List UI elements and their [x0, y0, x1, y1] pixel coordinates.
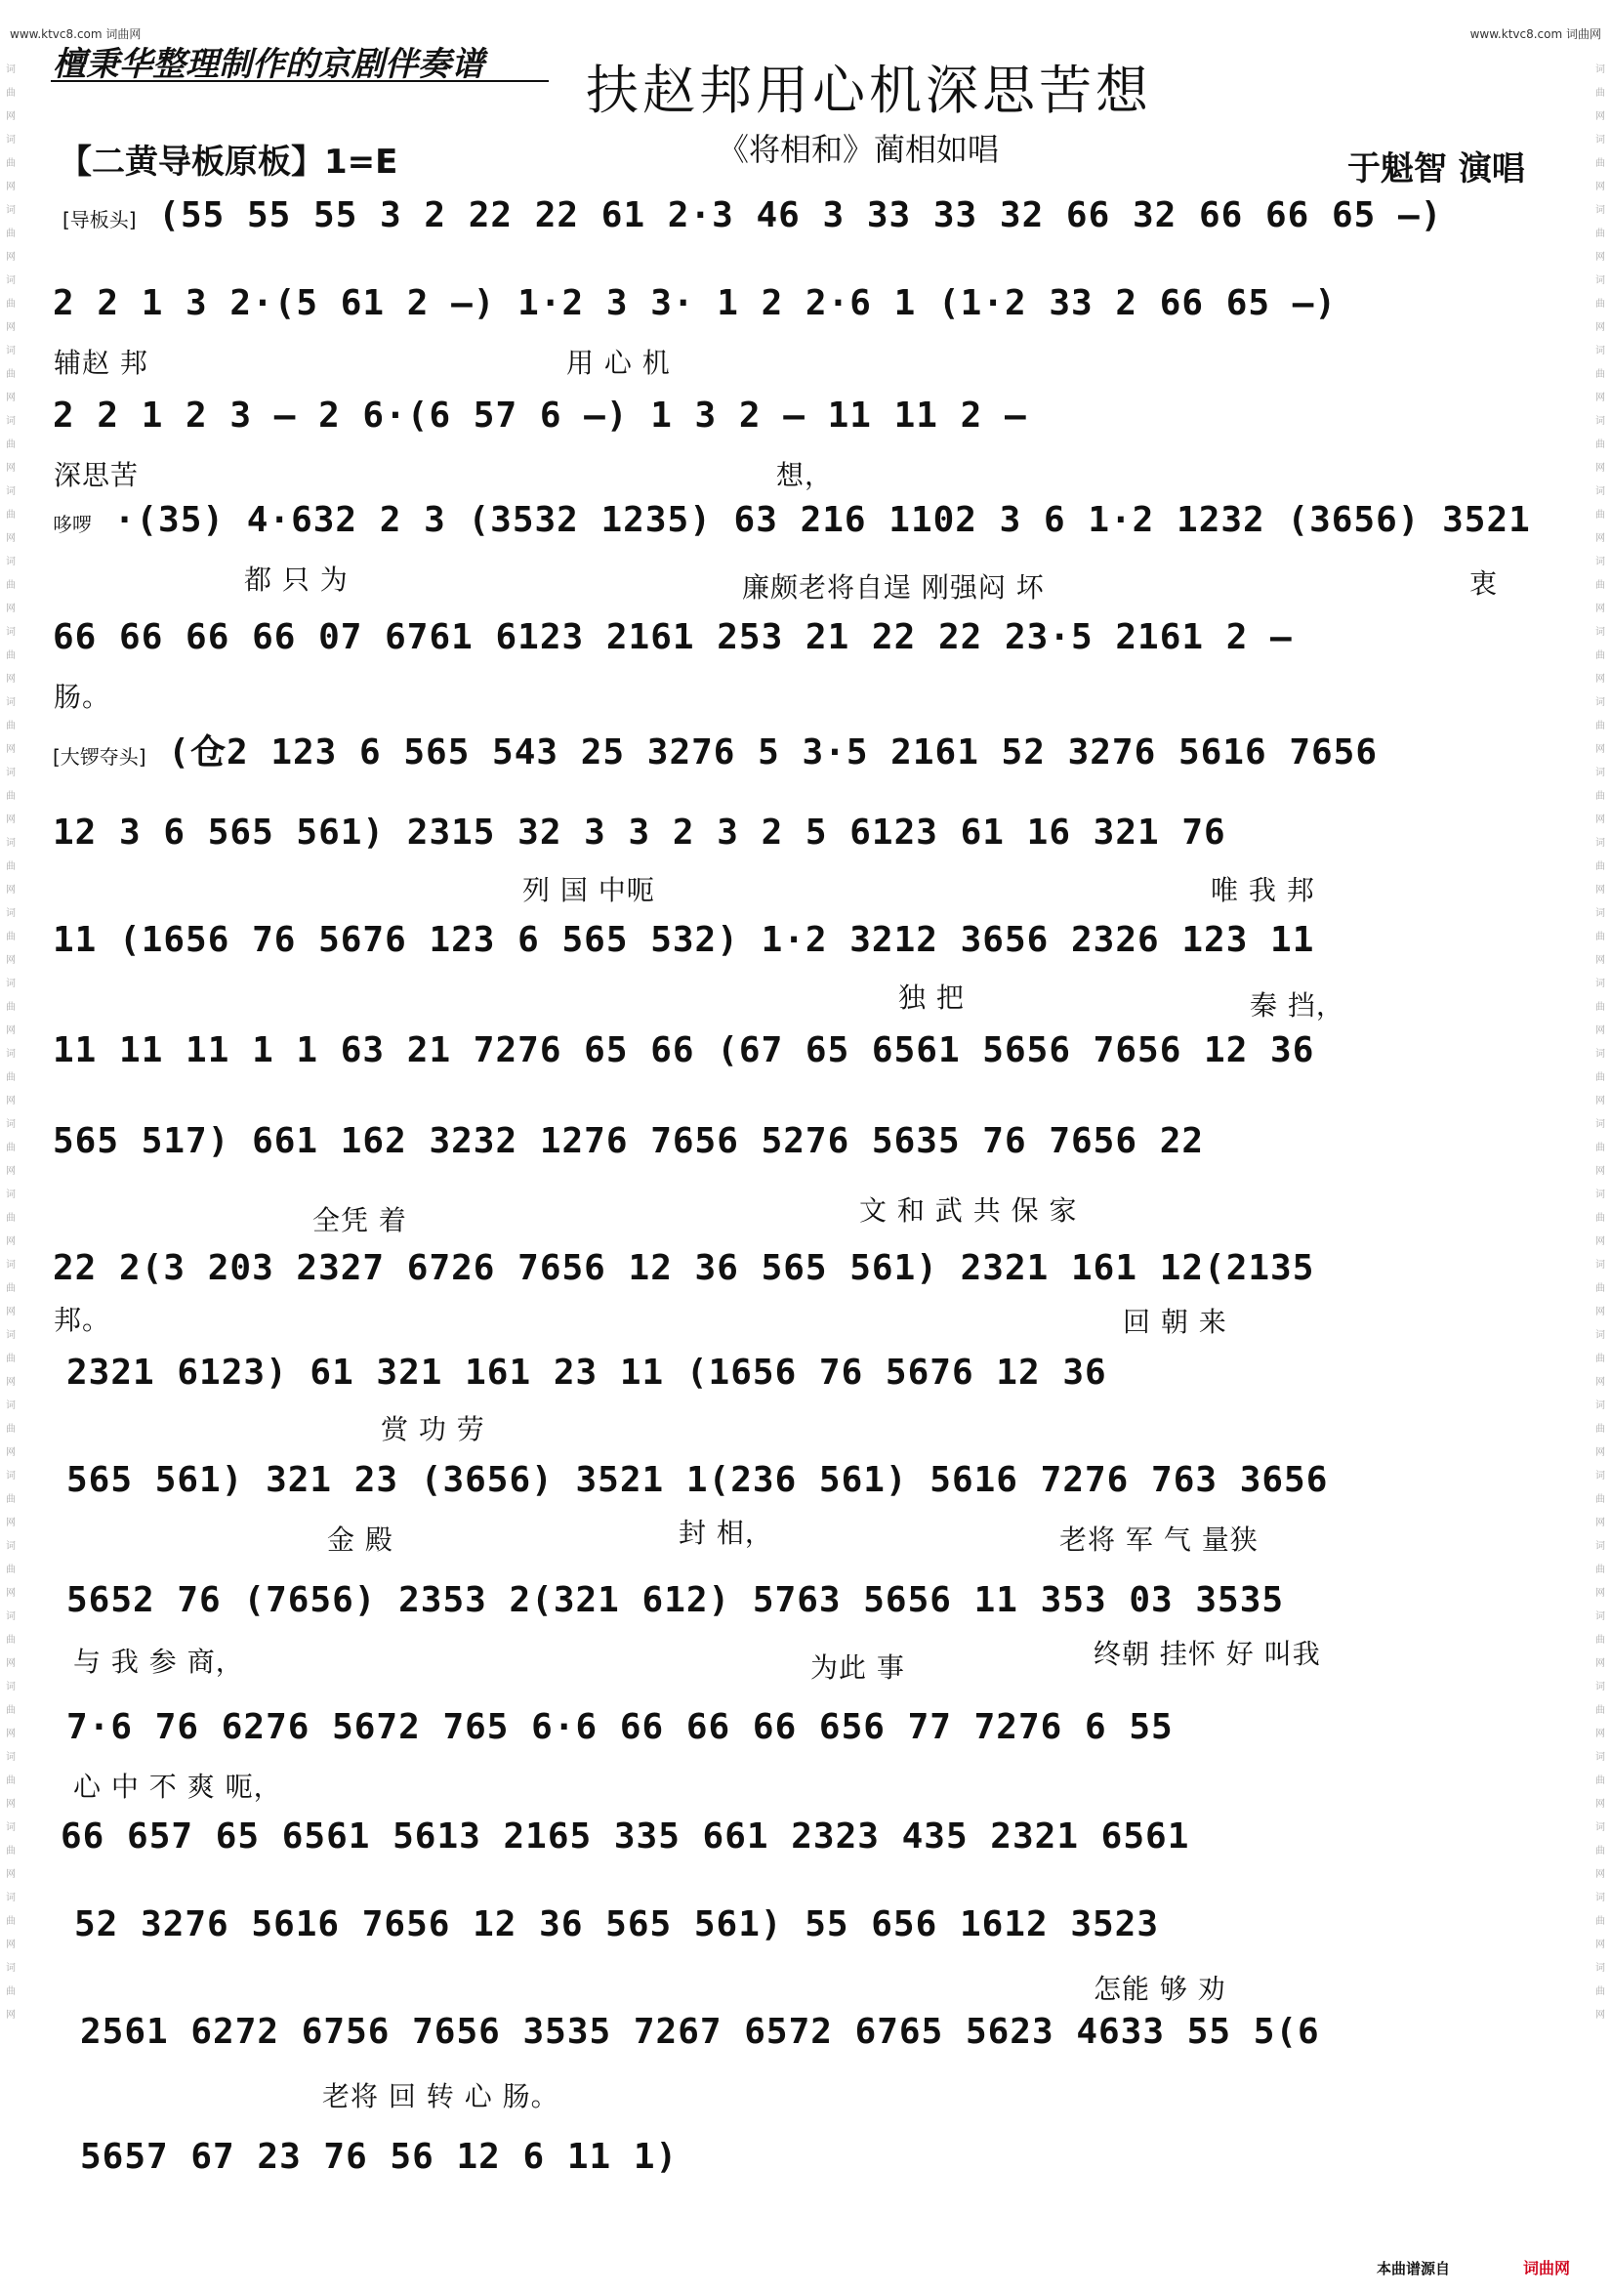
lyric: 邦。: [54, 1304, 111, 1336]
lyric: 回 朝 来: [1123, 1306, 1227, 1338]
notation: 565 561) 321 23 (3656) 3521 1(236 561) 5616 7276 763 3656: [66, 1460, 1329, 1500]
lyric: 秦 挡，: [1250, 989, 1344, 1022]
staff-line-10: [53, 1121, 1204, 1161]
lyric: 与 我 参 商，: [73, 1646, 244, 1678]
arranger-credit: 檀秉华整理制作的京剧伴奏谱: [53, 45, 484, 84]
staff-line-2: [53, 283, 1337, 323]
mode-key-label: 【二黄导板原板】1=E: [59, 143, 398, 182]
lyric: 廉颇老将自逞 刚强闷 坏: [742, 571, 1045, 604]
lyric: 衷: [1469, 567, 1499, 600]
lyric: 辅赵 邦: [54, 347, 148, 379]
staff-line-3: [53, 396, 1027, 436]
song-title: 扶赵邦用心机深思苦想: [586, 60, 1152, 121]
lyric: 全凭 着: [312, 1204, 407, 1236]
lyric: 老将 回 转 心 肠。: [322, 2080, 559, 2112]
notation: 2 2 1 3 2·(5 61 2 –) 1·2 3 3· 1 2 2·6 1 (1·2 33 2 66 65 –): [53, 283, 1338, 323]
staff-line-4: [53, 500, 1531, 540]
lyric: 赏 功 劳: [381, 1413, 485, 1445]
staff-line-11: [53, 1248, 1314, 1288]
lyric: 唯 我 邦: [1211, 874, 1315, 906]
staff-line-5: [53, 617, 1293, 657]
section-tag: 哆啰: [53, 513, 92, 536]
lyric: 都 只 为: [244, 564, 349, 596]
notation: 5652 76 (7656) 2353 2(321 612) 5763 5656 11 353 03 3535: [66, 1580, 1285, 1620]
lyric: 封 相，: [679, 1517, 773, 1549]
staff-line-9: [53, 1030, 1314, 1070]
notation: 66 66 66 66 07 6761 6123 2161 253 21 22 22 23·5 2161 2 –: [53, 617, 1293, 657]
notation: (仓2 123 6 565 543 25 3276 5 3·5 2161 52 3276 5616 7656: [168, 732, 1379, 772]
notation: 2 2 1 2 3 – 2 6·(6 57 6 –) 1 3 2 – 11 11 2 –: [53, 396, 1027, 436]
lyric: 终朝 挂怀 好 叫我: [1094, 1638, 1321, 1670]
staff-line-15: [66, 1707, 1174, 1747]
staff-line-16: [61, 1816, 1189, 1857]
notation: 565 517) 661 162 3232 1276 7656 5276 5635 76 7656 22: [53, 1121, 1205, 1161]
staff-line-18: [80, 2012, 1320, 2052]
right-watermark: 词曲网词曲网词曲网词曲网词曲网词曲网词曲网词曲网词曲网词曲网词曲网词曲网词曲网词曲网词曲网词曲网词曲网词曲网词曲网词曲网词曲网词曲网词曲网词曲网词曲网词曲网词曲网词曲网: [1595, 64, 1605, 2021]
source-label: 本曲谱源自: [1377, 2260, 1451, 2277]
lyric: 为此 事: [810, 1651, 905, 1684]
lyric: 用 心 机: [566, 347, 671, 379]
lyric: 想，: [776, 459, 834, 491]
section-tag: [导板头]: [62, 208, 137, 231]
lyric: 心 中 不 爽 呃，: [73, 1771, 282, 1803]
staff-line-19: [80, 2137, 678, 2177]
staff-line-14: [66, 1580, 1284, 1620]
staff-line-8: [53, 920, 1314, 960]
site-logo-link[interactable]: 词曲网: [1523, 2259, 1571, 2277]
lyric: 文 和 武 共 保 家: [859, 1194, 1078, 1227]
lyric: 怎能 够 劝: [1094, 1973, 1226, 2005]
lyric: 肠。: [54, 681, 111, 713]
notation: 52 3276 5616 7656 12 36 565 561) 55 656 1612 3523: [74, 1904, 1160, 1944]
notation: 22 2(3 203 2327 6726 7656 12 36 565 561) 2321 161 12(2135: [53, 1248, 1315, 1288]
staff-line-6: [53, 725, 1378, 774]
left-watermark: 词曲网词曲网词曲网词曲网词曲网词曲网词曲网词曲网词曲网词曲网词曲网词曲网词曲网词曲网词曲网词曲网词曲网词曲网词曲网词曲网词曲网词曲网词曲网词曲网词曲网词曲网词曲网词曲网: [6, 64, 16, 2021]
notation: 66 657 65 6561 5613 2165 335 661 2323 435 2321 6561: [61, 1816, 1190, 1857]
notation: 12 3 6 565 561) 2315 32 3 3 2 3 2 5 6123 61 16 321 76: [53, 813, 1226, 853]
lyric: 列 国 中呃: [522, 874, 655, 906]
notation: 2561 6272 6756 7656 3535 7267 6572 6765 5623 4633 55 5(6: [80, 2012, 1320, 2052]
staff-line-13: [66, 1460, 1328, 1500]
staff-line-17: [74, 1904, 1159, 1944]
lyric: 独 把: [898, 981, 965, 1014]
staff-line-1: [62, 195, 1442, 235]
site-url-right[interactable]: www.ktvc8.com 词曲网: [1469, 27, 1601, 41]
notation: (55 55 55 3 2 22 22 61 2·3 46 3 33 33 32 66 32 66 66 65 –): [158, 195, 1443, 235]
notation: 2321 6123) 61 321 161 23 11 (1656 76 5676 12 36: [66, 1353, 1107, 1393]
lyric: 金 殿: [327, 1524, 393, 1556]
notation: 11 11 11 1 1 63 21 7276 65 66 (67 65 6561 5656 7656 12 36: [53, 1030, 1315, 1070]
section-tag: [大锣夺头]: [53, 745, 146, 769]
singer-credit: 于魁智 演唱: [1347, 149, 1525, 188]
notation: 7·6 76 6276 5672 765 6·6 66 66 66 656 77 7276 6 55: [66, 1707, 1174, 1747]
staff-line-12: [66, 1353, 1107, 1393]
arranger-underline: [51, 80, 549, 82]
lyric: 深思苦: [54, 459, 140, 491]
site-url-left[interactable]: www.ktvc8.com 词曲网: [10, 27, 142, 41]
notation: ·(35) 4·632 2 3 (3532 1235) 63 216 1102 3 6 1·2 1232 (3656) 3521: [113, 500, 1531, 540]
song-subtitle: 《将相和》蔺相如唱: [718, 131, 1000, 168]
notation: 11 (1656 76 5676 123 6 565 532) 1·2 3212 3656 2326 123 11: [53, 920, 1315, 960]
staff-line-7: [53, 813, 1226, 853]
notation: 5657 67 23 76 56 12 6 11 1): [80, 2137, 679, 2177]
lyric: 老将 军 气 量狭: [1059, 1524, 1259, 1556]
